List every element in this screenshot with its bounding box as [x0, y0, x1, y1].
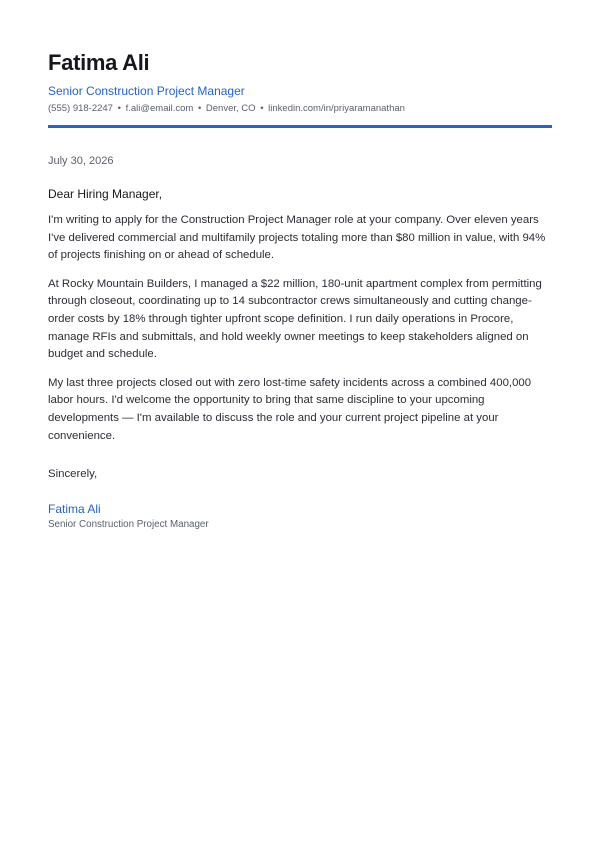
header-divider: [48, 125, 552, 128]
signature-title: Senior Construction Project Manager: [48, 519, 209, 531]
letter-header: [48, 0, 552, 128]
contact-separator: •: [117, 103, 121, 114]
letter-date: July 30, 2026: [48, 155, 114, 167]
closing: Sincerely,: [48, 468, 98, 481]
contact-phone: (555) 918-2247: [48, 103, 113, 114]
body-paragraph: My last three projects closed out with zero lost-time safety incidents across a combined 400,000 labor hours. I'd welcome the opportunity to bring that same discipline to your upcoming developments — I'm available to discuss the role and your current project pipeline at your convenience.: [48, 376, 532, 442]
contact-linkedin: linkedin.com/in/priyaramanathan: [268, 103, 405, 114]
body-paragraph: I'm writing to apply for the Construction Project Manager role at your company. Over eleven years I've delivered commercial and multifamily projects totaling more than $80 million in value, with 94% of projects finishing on or ahead of schedule.: [48, 214, 546, 262]
applicant-name: Fatima Ali: [48, 50, 150, 75]
body-paragraph: At Rocky Mountain Builders, I managed a $22 million, 180-unit apartment complex from permitting through closeout, coordinating up to 14 subcontractor crews simultaneously and cutting change-order costs by 18% through tighter upfront scope definition. I run daily operations in Procore, manage RFIs and submittals, and hold weekly owner meetings to keep stakeholders aligned on budget and schedule.: [48, 277, 542, 361]
contact-email: f.ali@email.com: [125, 103, 194, 114]
letter-body: [48, 212, 552, 445]
contact-separator: •: [197, 103, 202, 114]
contact-location: Denver, CO: [205, 103, 256, 114]
salutation: Dear Hiring Manager,: [48, 187, 163, 201]
contact-separator: •: [260, 103, 264, 114]
applicant-title: Senior Construction Project Manager: [48, 84, 245, 98]
contact-line: [48, 103, 552, 115]
signature-name: Fatima Ali: [48, 502, 101, 517]
